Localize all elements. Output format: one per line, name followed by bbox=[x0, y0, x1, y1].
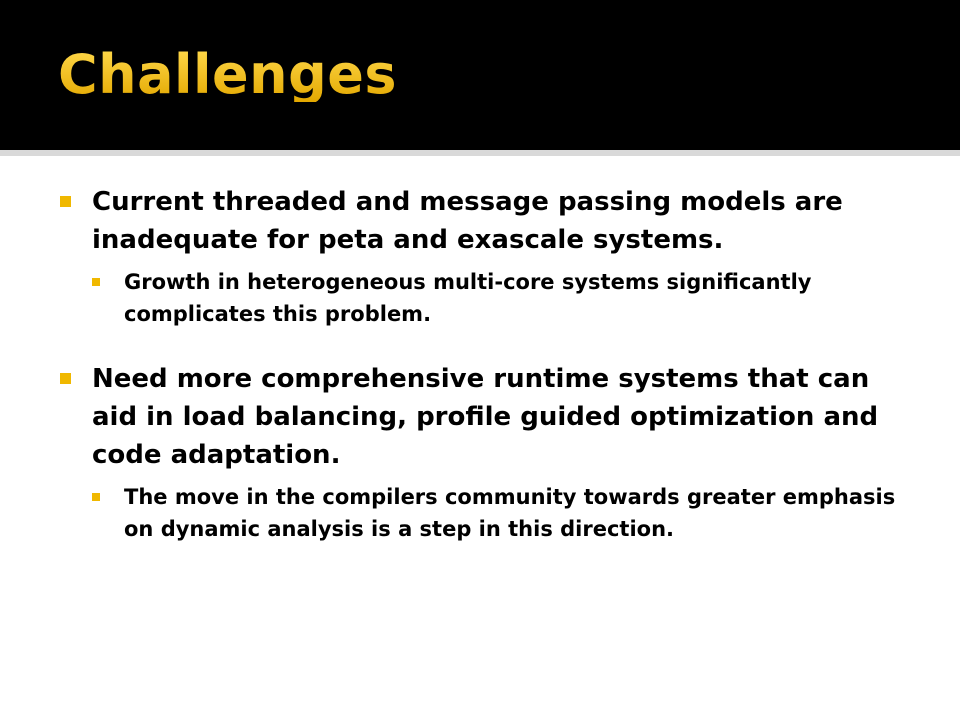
square-bullet-icon bbox=[60, 196, 71, 207]
title-bar bbox=[0, 0, 960, 150]
square-bullet-icon bbox=[60, 373, 71, 384]
square-bullet-icon bbox=[92, 493, 100, 501]
square-bullet-icon bbox=[92, 278, 100, 286]
sub-bullet-item-1 bbox=[90, 266, 898, 330]
sub-bullet-text: Growth in heterogeneous multi-core systems significantly complicates this problem. bbox=[124, 270, 812, 326]
bullet-list bbox=[58, 183, 898, 545]
bullet-text: Need more comprehensive runtime systems that can aid in load balancing, profile guided optimization and code adaptation. bbox=[92, 364, 879, 470]
slide-title: Challenges bbox=[58, 43, 398, 106]
spacer bbox=[58, 330, 898, 360]
title-divider bbox=[0, 150, 960, 156]
bullet-text: Current threaded and message passing models are inadequate for peta and exascale systems. bbox=[92, 187, 843, 255]
sub-bullet-text: The move in the compilers community towards greater emphasis on dynamic analysis is a step in this direction. bbox=[124, 485, 896, 541]
sub-bullet-item-2 bbox=[90, 481, 898, 545]
bullet-item-2 bbox=[58, 360, 898, 474]
bullet-item-1 bbox=[58, 183, 898, 259]
